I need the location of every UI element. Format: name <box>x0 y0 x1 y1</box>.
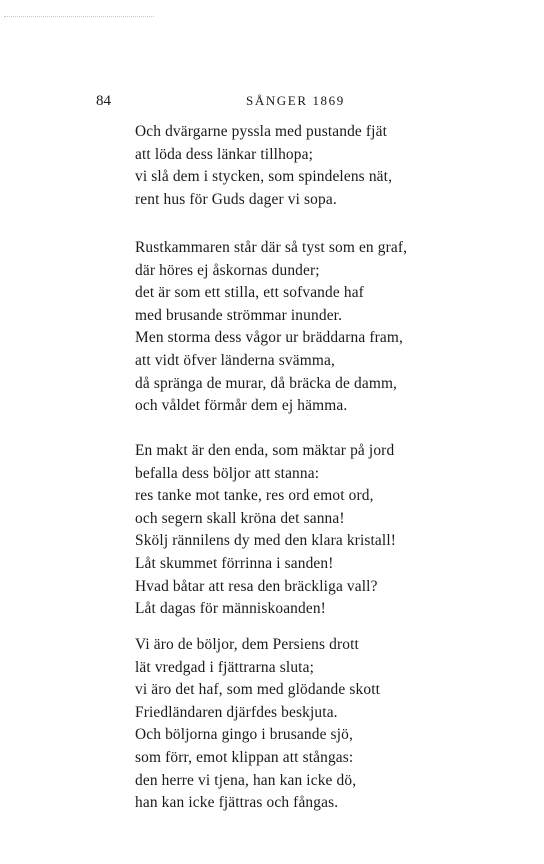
verse-line: Friedländaren djärfdes beskjuta. <box>135 703 338 721</box>
verse-line: det är som ett stilla, ett sofvande haf <box>135 284 364 302</box>
verse-line: han kan icke fjättras och fångas. <box>135 794 339 812</box>
verse-line: vi slå dem i stycken, som spindelens nät, <box>135 168 393 186</box>
scan-artifact <box>4 16 154 17</box>
verse-line: Men storma dess vågor ur bräddarna fram, <box>135 329 403 347</box>
verse-line: Rustkammaren står där så tyst som en graf, <box>135 239 408 256</box>
verse-line: lät vredgad i fjättrarna sluta; <box>135 658 315 676</box>
verse-line: att löda dess länkar tillhopa; <box>135 145 314 163</box>
verse-line: vi äro det haf, som med glödande skott <box>135 681 381 699</box>
running-head <box>0 93 544 113</box>
verse-line: då spränga de murar, då bräcka de damm, <box>135 374 398 392</box>
verse-line: med brusande strömmar inunder. <box>135 306 343 324</box>
page-number: 84 <box>96 93 111 109</box>
verse-line: Och dvärgarne pyssla med pustande fjät <box>135 123 388 140</box>
verse-line: Låt skummet förrinna i sanden! <box>135 554 334 572</box>
verse-line: befalla dess böljor att stanna: <box>135 464 320 482</box>
stanza-3 <box>135 440 455 621</box>
verse-line: den herre vi tjena, han kan icke dö, <box>135 771 357 789</box>
verse-line: res tanke mot tanke, res ord emot ord, <box>135 487 374 505</box>
verse-line: Hvad båtar att resa den bräckliga vall? <box>135 577 378 595</box>
verse-line: Vi äro de böljor, dem Persiens drott <box>135 636 359 653</box>
verse-line: rent hus för Guds dager vi sopa. <box>135 190 337 208</box>
stanza-2 <box>135 237 455 418</box>
stanza-1 <box>135 121 455 211</box>
verse-line: där höres ej åskornas dunder; <box>135 261 320 279</box>
stanza-4 <box>135 634 455 815</box>
verse-line: Låt dagas för människoanden! <box>135 600 326 618</box>
verse-line: Skölj rännilens dy med den klara kristall! <box>135 532 397 550</box>
verse-line: att vidt öfver länderna svämma, <box>135 351 335 369</box>
verse-line: En makt är den enda, som mäktar på jord <box>135 442 395 459</box>
verse-line: och våldet förmår dem ej hämma. <box>135 397 348 415</box>
verse-line: som förr, emot klippan att stångas: <box>135 748 354 766</box>
running-title: SÅNGER 1869 <box>246 93 345 108</box>
verse-line: Och böljorna gingo i brusande sjö, <box>135 726 353 744</box>
verse-line: och segern skall kröna det sanna! <box>135 509 345 527</box>
